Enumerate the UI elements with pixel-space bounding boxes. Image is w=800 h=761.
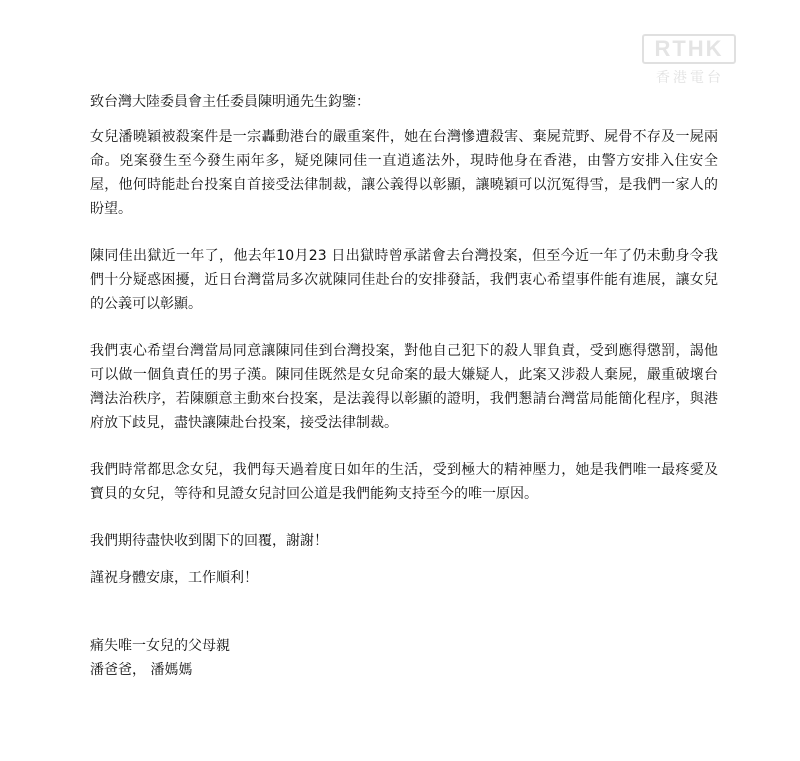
letter-closing-request: 我們期待盡快收到閣下的回覆，謝謝！ xyxy=(90,533,328,549)
signature-line-1: 痛失唯一女兒的父母親 xyxy=(90,638,230,654)
rthk-watermark xyxy=(642,34,738,90)
rthk-org-name: 香港電台 xyxy=(656,70,724,86)
rthk-logo: RTHK xyxy=(642,34,736,64)
letter-closing-wishes: 謹祝身體安康，工作順利！ xyxy=(90,570,258,586)
letter-body xyxy=(90,90,718,682)
signature-line-2: 潘爸爸， 潘媽媽 xyxy=(90,662,193,678)
letter-paragraph-1: 女兒潘曉穎被殺案件是一宗轟動港台的嚴重案件，她在台灣慘遭殺害、棄屍荒野、屍骨不存及一屍兩命。兇案發生至今發生兩年多，疑兇陳同佳一直逍遙法外，現時他身在香港，由警方安排入住安全屋，他何時能赴台投案自首接受法律制裁，讓公義得以彰顯，讓曉穎可以沉冤得雪，是我們一家人的盼望。 xyxy=(90,129,718,217)
letter-salutation: 致台灣大陸委員會主任委員陳明通先生鈞鑒： xyxy=(90,94,370,110)
letter-paragraph-4: 我們時常都思念女兒，我們每天過着度日如年的生活，受到極大的精神壓力，她是我們唯一最疼愛及寶貝的女兒，等待和見證女兒討回公道是我們能夠支持至今的唯一原因。 xyxy=(90,462,718,502)
letter-paragraph-2: 陳同佳出獄近一年了，他去年10月23 日出獄時曾承諾會去台灣投案，但至今近一年了仍未動身令我們十分疑惑困擾，近日台灣當局多次就陳同佳赴台的安排發話，我們衷心希望事件能有進展，讓女兒的公義可以彰顯。 xyxy=(90,248,718,312)
letter-paragraph-3: 我們衷心希望台灣當局同意讓陳同佳到台灣投案，對他自己犯下的殺人罪負責，受到應得懲罰，謁他可以做一個負責任的男子漢。陳同佳既然是女兒命案的最大嫌疑人，此案又涉殺人棄屍，嚴重破壞台灣法治秩序，若陳願意主動來台投案，是法義得以彰顯的證明，我們懇請台灣當局能簡化程序，與港府放下歧見，盡快讓陳赴台投案，接受法律制裁。 xyxy=(90,343,718,431)
